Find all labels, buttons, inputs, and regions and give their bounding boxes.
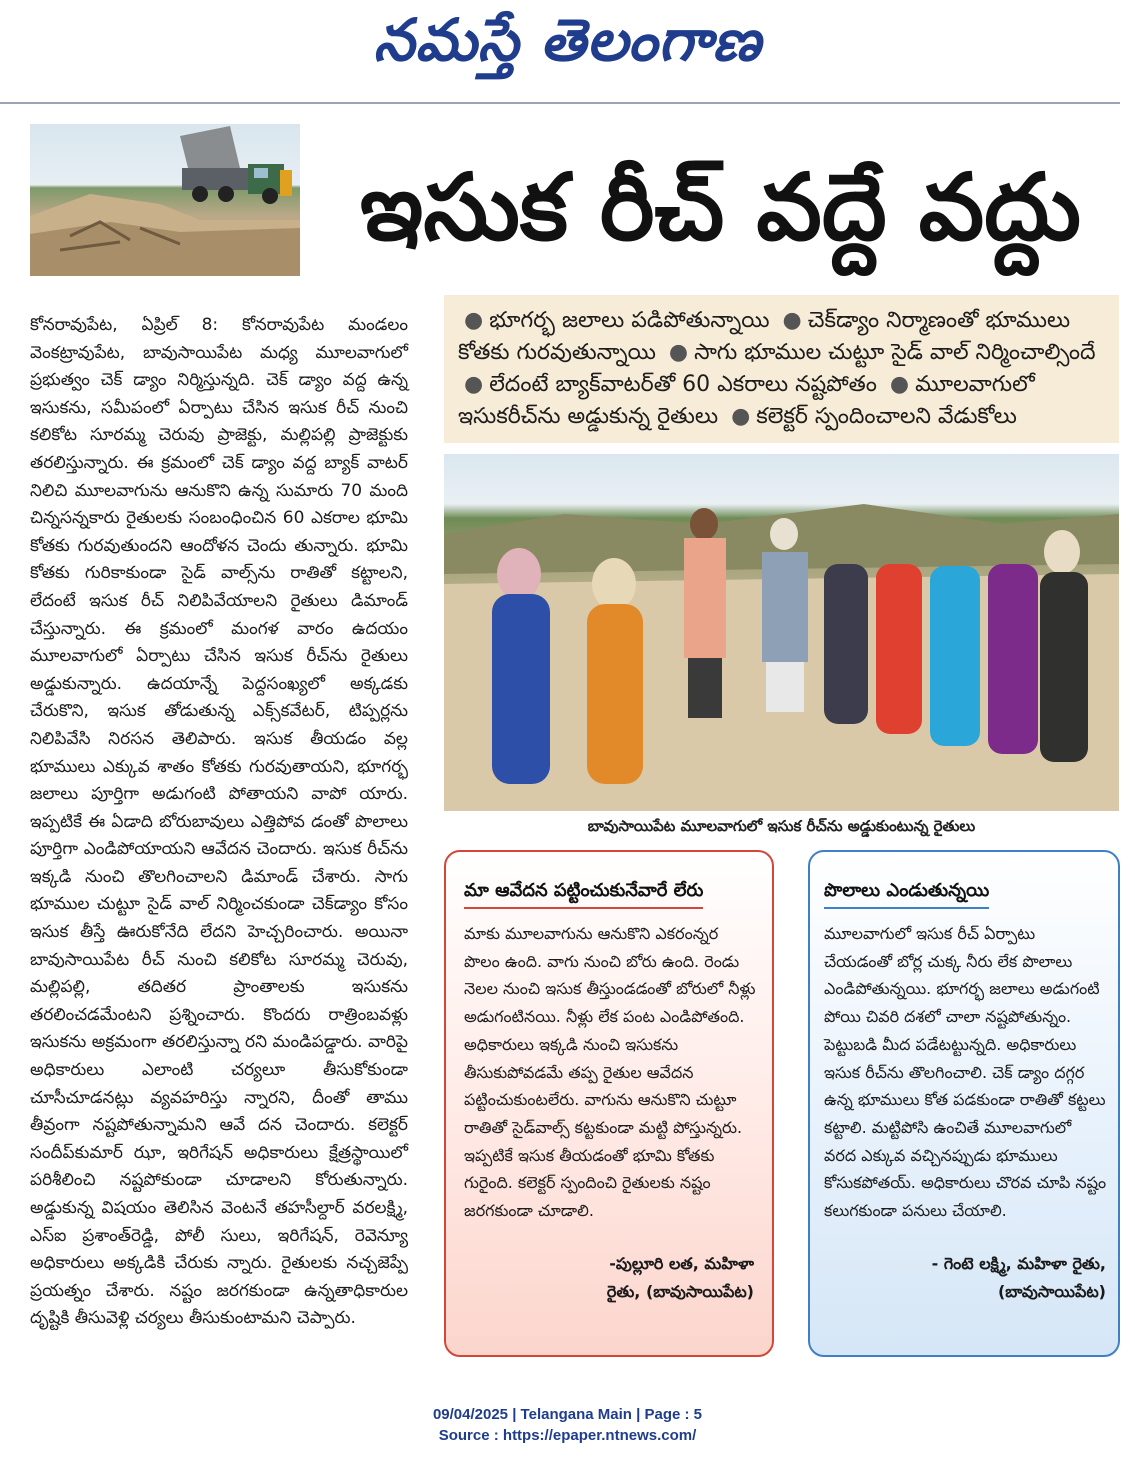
newspaper-title: నమస్తే తెలంగాణ [373, 6, 762, 74]
highlight-item: లేదంటే బ్యాక్‌వాటర్‌తో 60 ఎకరాలు నష్టపోతం [489, 372, 877, 397]
bullet-icon: ● [464, 372, 484, 397]
photo-caption: బావుసాయిపేట మూలవాగులో ఇసుక రీచ్‌ను అడ్డుకుంటున్న రైతులు [587, 817, 976, 835]
page-footer [0, 1404, 1135, 1446]
highlight-item: భూగర్భ జలాలు పడిపోతున్నాయి [489, 308, 770, 333]
headline: ఇసుక రీచ్ వద్దే వద్దు [360, 154, 1081, 261]
masthead-divider [0, 102, 1120, 104]
footer-source-link[interactable]: Source : https://epaper.ntnews.com/ [438, 1427, 697, 1444]
bullet-icon: ● [889, 372, 910, 397]
signature-place: (బావుసాయిపేట) [997, 1281, 1106, 1301]
masthead [0, 0, 1135, 106]
footer-edition-info: 09/04/2025 | Telangana Main | Page : 5 [432, 1406, 703, 1423]
farmers-protest-photo [444, 454, 1119, 811]
quote-signature [824, 1250, 1106, 1305]
highlight-item: సాగు భూముల చుట్టూ సైడ్ వాల్ నిర్మించాల్సిందే [694, 340, 1096, 365]
quote-title: పొలాలు ఎండుతున్నయి [824, 880, 989, 909]
signature-place: రైతు, (బావుసాయిపేట) [606, 1281, 754, 1301]
bullet-icon: ● [731, 404, 751, 429]
highlights-box [444, 295, 1119, 443]
quote-title: మా ఆవేదన పట్టించుకునేవారే లేరు [464, 880, 703, 909]
quote-body: మూలవాగులో ఇసుక రీచ్ ఏర్పాటు చేయడంతో బోర్ల చుక్క నీరు లేక పొలాలు ఎండిపోతున్నయి. భూగర్భ జలాలు అడుగంటి పోయి చివరి దశలో చాలా నష్టపోతున్నం. పెట్టుబడి మీద పడేటట్టున్నది. అధికారులు ఇసుక రీచ్‌ను తొలగించాలి. చెక్ డ్యాం దగ్గర ఉన్న భూములు కోత పడకుండా రాతితో కట్టలు కట్టాలి. మట్టిపోసి ఉంచితే మూలవాగులో వరద ఎక్కువ వచ్చినప్పుడు భూములు కోసుకపోతయ్. అధికారులు చొరవ చూపి నష్టం కలుగకుండా పనులు చేయాలి. [824, 924, 1107, 1221]
article-body: కోనరావుపేట, ఏప్రిల్ 8: కోనరావుపేట మండలం వెంకట్రావుపేట, బావుసాయిపేట మధ్య మూలవాగులో ప్రభుత్వం చెక్ డ్యాం నిర్మిస్తున్నది. చెక్ డ్యాం వద్ద ఉన్న ఇసుకను, సమీపంలో ఏర్పాటు చేసిన ఇసుక రీచ్ నుంచి కలికోట సూరమ్మ చెరువు ప్రాజెక్టు, మల్లిపల్లి ప్రాజెక్టుకు తరలిస్తున్నారు. ఈ క్రమంలో చెక్ డ్యాం వద్ద బ్యాక్ వాటర్ నిలిచి మూలవాగును ఆనుకొని ఉన్న సుమారు 70 మంది చిన్నసన్నకారు రైతులకు సంబంధించిన 60 ఎకరాల భూమి కోతకు గురవుతుందని ఆందోళన చెందు తున్నారు. భూమి కోతకు గురికాకుండా సైడ్ వాల్స్‌ను రాతితో కట్టాలని, లేదంటే ఇసుక రీచ్ నిలిపివేయాలని రైతులు డిమాండ్ చేస్తున్నారు. ఈ క్రమంలో మంగళ వారం ఉదయం మూలవాగులో ఏర్పాటు చేసిన ఇసుక రీచ్‌ను రైతులు అడ్డుకున్నారు. ఉదయాన్నే పెద్దసంఖ్యలో అక్కడకు చేరుకొని, ఇసుక తోడుతున్న ఎక్స్‌కవేటర్, టిప్పర్లను నిలిపివేసి నిరసన తెలిపారు. ఇసుక తీయడం వల్ల భూములు ఎక్కువ శాతం కోతకు గురవుతాయని, భూగర్భ జలాలు పూర్తిగా అడుగంటి పోతాయని వాపో యారు. ఇప్పటికే ఈ ఏడాది బోరుబావులు ఎత్తిపోవ డంతో పొలాలు పూర్తిగా ఎండిపోయాయని ఆవేదన చెందారు. ఇసుక రీచ్‌ను ఇక్కడి నుంచి తొలగించాలని డిమాండ్ చేశారు. సాగు భూముల చుట్టూ సైడ్ వాల్ నిర్మించకుండా చెక్‌డ్యాం కోసం ఇసుక తీస్తే ఊరుకోనేది లేదని హెచ్చరించారు. అయినా బావుసాయిపేట రీచ్ నుంచి కలికోట సూరమ్మ చెరువు, మల్లిపల్లి, తదితర ప్రాంతాలకు ఇసుకను తరలించడమేంటని ప్రశ్నించారు. కొందరు రాత్రింబవళ్లు ఇసుకను అక్రమంగా తరలిస్తున్నా రని మండిపడ్డారు. వారిపై అధికారులు ఎలాంటి చర్యలూ తీసుకోకుండా చూసీచూడనట్లు వ్యవహరిస్తు న్నారని, దీంతో తాము తీవ్రంగా నష్టపోతున్నామని ఆవే దన చెందారు. కలెక్టర్ సందీప్‌కుమార్ ఝా, ఇరిగేషన్ అధికారులు క్షేత్రస్థాయిలో పరిశీలించి నష్టపోకుండా చూడాలని కోరుతున్నారు. అడ్డుకున్న విషయం తెలిసిన వెంటనే తహసీల్దార్ వరలక్ష్మి, ఎస్ఐ ప్రశాంత్‌రెడ్డి, పోలీ సులు, ఇరిగేషన్, రెవెన్యూ అధికారులు అక్కడికి చేరుకు న్నారు. రైతులకు నచ్చజెప్పే ప్రయత్నం చేశారు. నష్టం జరగకుండా ఉన్నతాధికారుల దృష్టికి తీసువెళ్లి చర్యలు తీసుకుంటామని చెప్పారు. [30, 315, 408, 1329]
quote-signature [464, 1250, 754, 1305]
highlight-item: కలెక్టర్ స్పందించాలని వేడుకోలు [756, 404, 1017, 429]
bullet-icon: ● [464, 308, 484, 333]
tipper-truck-illustration [30, 124, 300, 276]
farmer-quote-box-left [444, 850, 774, 1357]
signature-name: -పుల్లూరి లత, మహిళా [609, 1254, 754, 1273]
highlight-item: చెక్‌డ్యాం నిర్మాణంతో భూములు కోతకు గురవుతున్నాయి [458, 308, 1071, 365]
bullet-icon: ● [668, 340, 689, 365]
highlight-item: మూలవాగులో ఇసుకరీచ్‌ను అడ్డుకున్న రైతులు [458, 372, 1035, 429]
sand-reach-photo [30, 124, 300, 276]
bullet-icon: ● [782, 308, 802, 333]
signature-name: - గెంటె లక్ష్మి, మహిళా రైతు, [931, 1254, 1106, 1273]
farmer-quote-box-right [808, 850, 1120, 1357]
highlights-list [458, 305, 1109, 433]
quote-body: మాకు మూలవాగును ఆనుకొని ఎకరంన్నర పొలం ఉంది. వాగు నుంచి బోరు ఉంది. రెండు నెలల నుంచి ఇసుక తీస్తుండడంతో బోరులో నీళ్లు అడుగంటినయి. నీళ్లు లేక పంట ఎండిపోతంది. అధికారులు ఇక్కడి నుంచి ఇసుకను తీసుకుపోవడమే తప్ప రైతుల ఆవేదన పట్టించుకుంటలేరు. వాగును ఆనుకొని చుట్టూ రాతితో సైడ్‌వాల్స్ కట్టకుండా మట్టి పోస్తున్నరు. ఇప్పటికే ఇసుక తీయడంతో భూమి కోతకు గురైంది. కలెక్టర్ స్పందించి రైతులకు నష్టం జరగకుండా చూడాలి. [464, 924, 756, 1221]
farmers-group-illustration [444, 454, 1119, 811]
